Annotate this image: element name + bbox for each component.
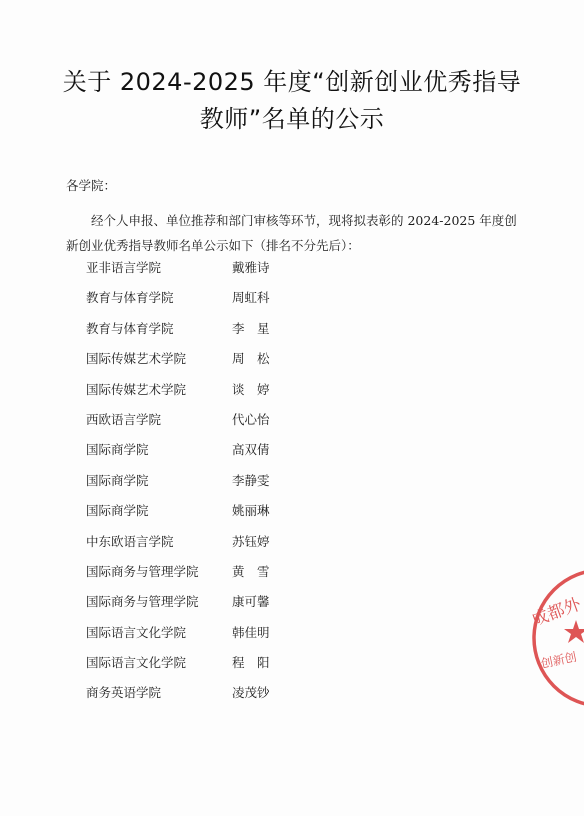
- department: 国际商务与管理学院: [86, 563, 199, 579]
- teacher-name: 韩佳明: [232, 624, 270, 640]
- list-item: [86, 623, 386, 653]
- department: 西欧语言学院: [86, 411, 162, 427]
- list-item: [86, 410, 386, 440]
- teacher-name: 凌茂钞: [232, 685, 270, 701]
- list-item: [86, 501, 386, 531]
- department: 国际语言文化学院: [86, 655, 187, 671]
- official-seal: [520, 568, 584, 708]
- list-item: [86, 532, 386, 562]
- list-item: [86, 288, 386, 318]
- department: 中东欧语言学院: [86, 533, 174, 549]
- department: 国际商学院: [86, 442, 149, 458]
- body-paragraph: 经个人申报、单位推荐和部门审核等环节，现将拟表彰的 2024-2025 年度创新创业优秀指导教师名单公示如下（排名不分先后）：: [66, 213, 517, 253]
- teacher-name: 李静雯: [232, 472, 270, 488]
- seal-stamp-icon: [520, 568, 584, 708]
- list-item: [86, 683, 386, 713]
- title-line-1: 关于 2024-2025 年度“创新创业优秀指导: [62, 68, 522, 96]
- seal-text-top: 成都外: [528, 594, 584, 631]
- department: 国际传媒艺术学院: [86, 351, 187, 367]
- teacher-name: 李 星: [232, 320, 270, 336]
- teacher-name: 姚丽琳: [232, 503, 270, 519]
- list-item: [86, 562, 386, 592]
- teacher-name: 戴雅诗: [232, 260, 270, 275]
- list-item: [86, 349, 386, 379]
- list-item: [86, 380, 386, 410]
- list-item: [86, 440, 386, 470]
- list-item: [86, 319, 386, 349]
- teacher-name: 黄 雪: [232, 563, 270, 579]
- department: 国际语言文化学院: [86, 624, 187, 640]
- list-item: [86, 258, 386, 288]
- department: 亚非语言学院: [86, 260, 162, 275]
- teacher-name: 代心怡: [232, 411, 270, 427]
- department: 国际传媒艺术学院: [86, 381, 187, 397]
- teacher-name: 苏钰婷: [232, 533, 270, 549]
- department: 教育与体育学院: [86, 290, 174, 306]
- title-line-2: 教师”名单的公示: [199, 105, 385, 133]
- teacher-name: 高双倩: [232, 442, 270, 458]
- teacher-name: 程 阳: [232, 655, 270, 671]
- department: 教育与体育学院: [86, 320, 174, 336]
- salutation: 各学院：: [66, 178, 117, 193]
- list-item: [86, 592, 386, 622]
- list-item: [86, 471, 386, 501]
- department: 商务英语学院: [86, 685, 162, 701]
- department: 国际商学院: [86, 503, 149, 519]
- teacher-name: 谈 婷: [232, 381, 270, 397]
- department: 国际商学院: [86, 472, 149, 488]
- department: 国际商务与管理学院: [86, 594, 199, 610]
- teacher-list: [86, 258, 386, 714]
- teacher-name: 康可馨: [232, 594, 270, 610]
- seal-text-bottom: 创新创: [539, 649, 578, 671]
- teacher-name: 周 松: [232, 351, 270, 367]
- teacher-name: 周虹科: [232, 290, 270, 306]
- list-item: [86, 653, 386, 683]
